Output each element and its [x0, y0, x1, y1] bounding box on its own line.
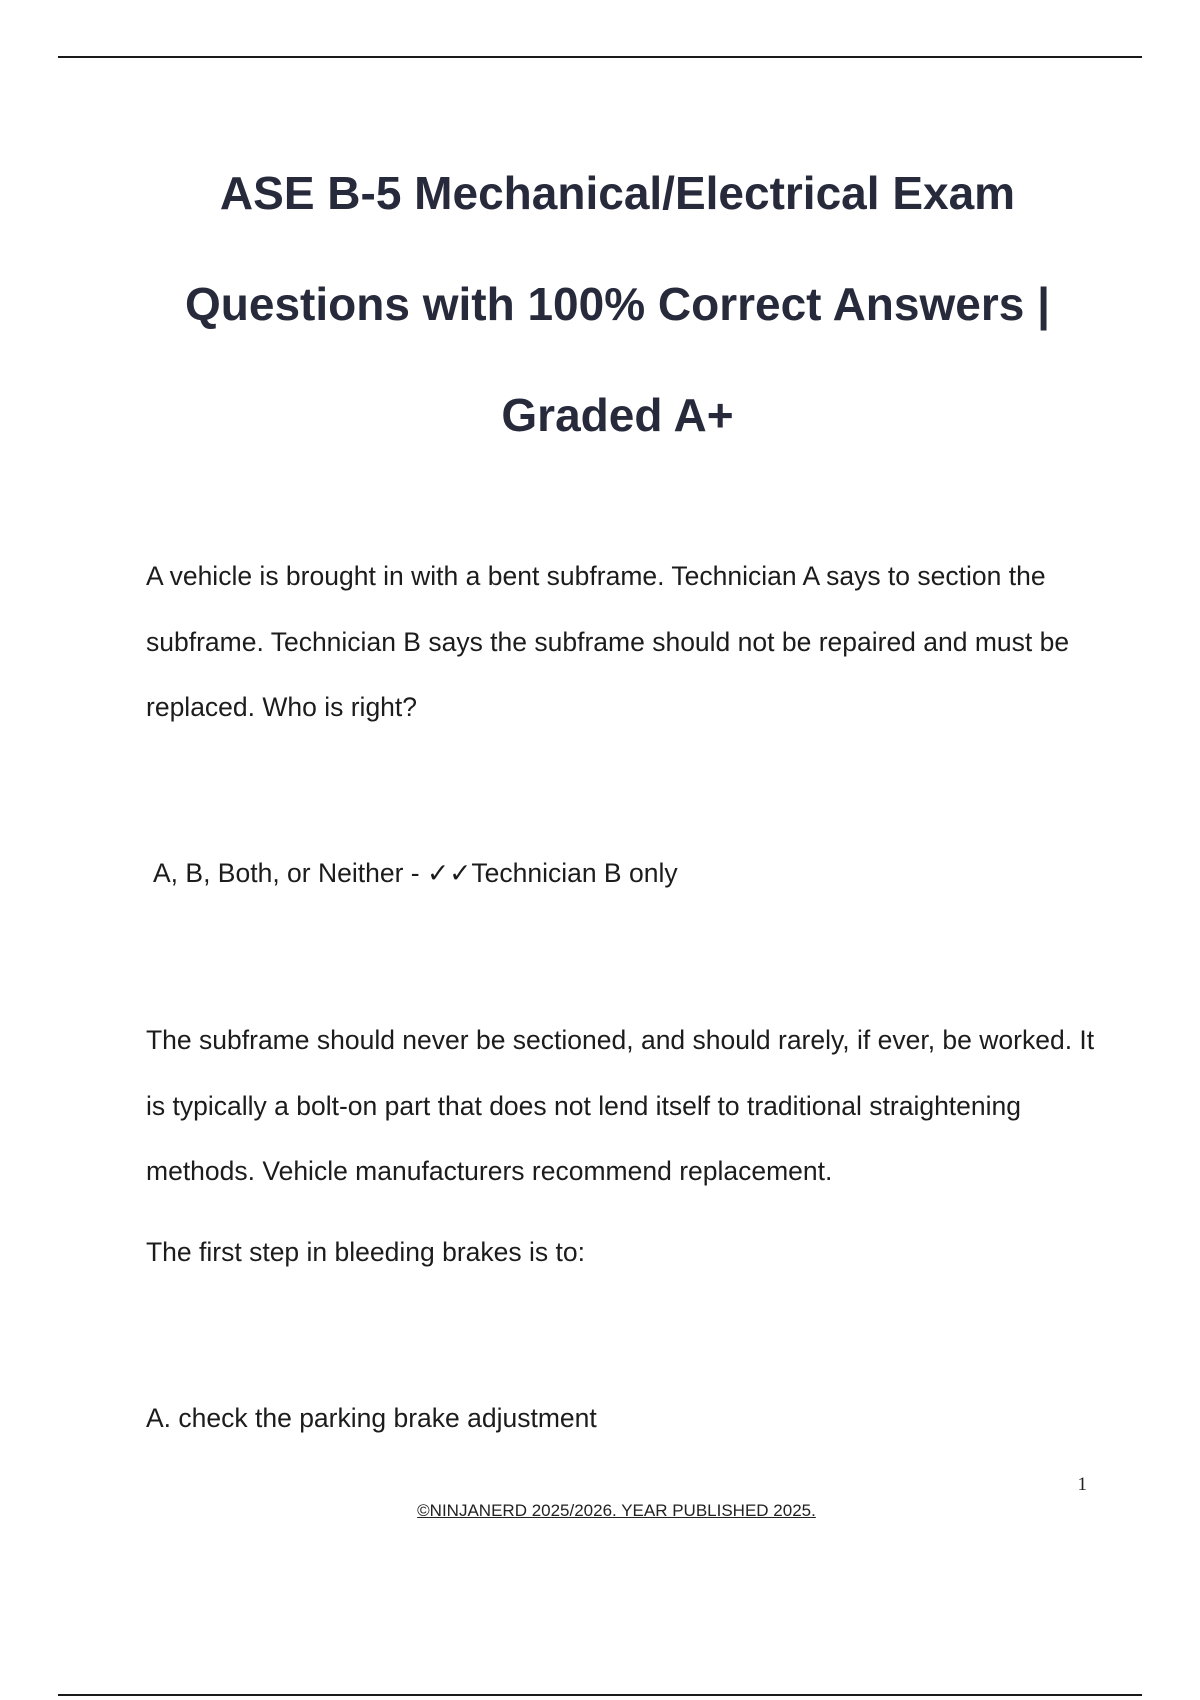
question-1-text: A vehicle is brought in with a bent subframe. Technician A says to section the subframe. Technician B says the subframe should not be repaired and must be replaced. Who is right? — [146, 561, 1070, 722]
bottom-rule — [58, 1694, 1142, 1696]
title-line-3: Graded A+ — [501, 389, 734, 441]
page-number: 1 — [1077, 1474, 1087, 1495]
document-title — [100, 138, 1135, 471]
copyright-notice: ©NINJANERD 2025/2026. YEAR PUBLISHED 2025. — [417, 1501, 816, 1520]
explanation-1-text: The subframe should never be sectioned, and should rarely, if ever, be worked. It is typically a bolt-on part that does not lend itself to traditional straightening methods. Vehicle manufacturers recommend replacement. — [146, 1025, 1095, 1186]
title-line-1: ASE B-5 Mechanical/Electrical Exam — [219, 167, 1016, 219]
question-2-text: The first step in bleeding brakes is to: — [146, 1237, 585, 1267]
question-2-option-a: A. check the parking brake adjustment — [146, 1403, 597, 1433]
top-rule — [58, 56, 1142, 58]
answer-1-text: A, B, Both, or Neither - ✓✓Technician B only — [153, 858, 678, 888]
title-line-2: Questions with 100% Correct Answers | — [185, 278, 1050, 330]
